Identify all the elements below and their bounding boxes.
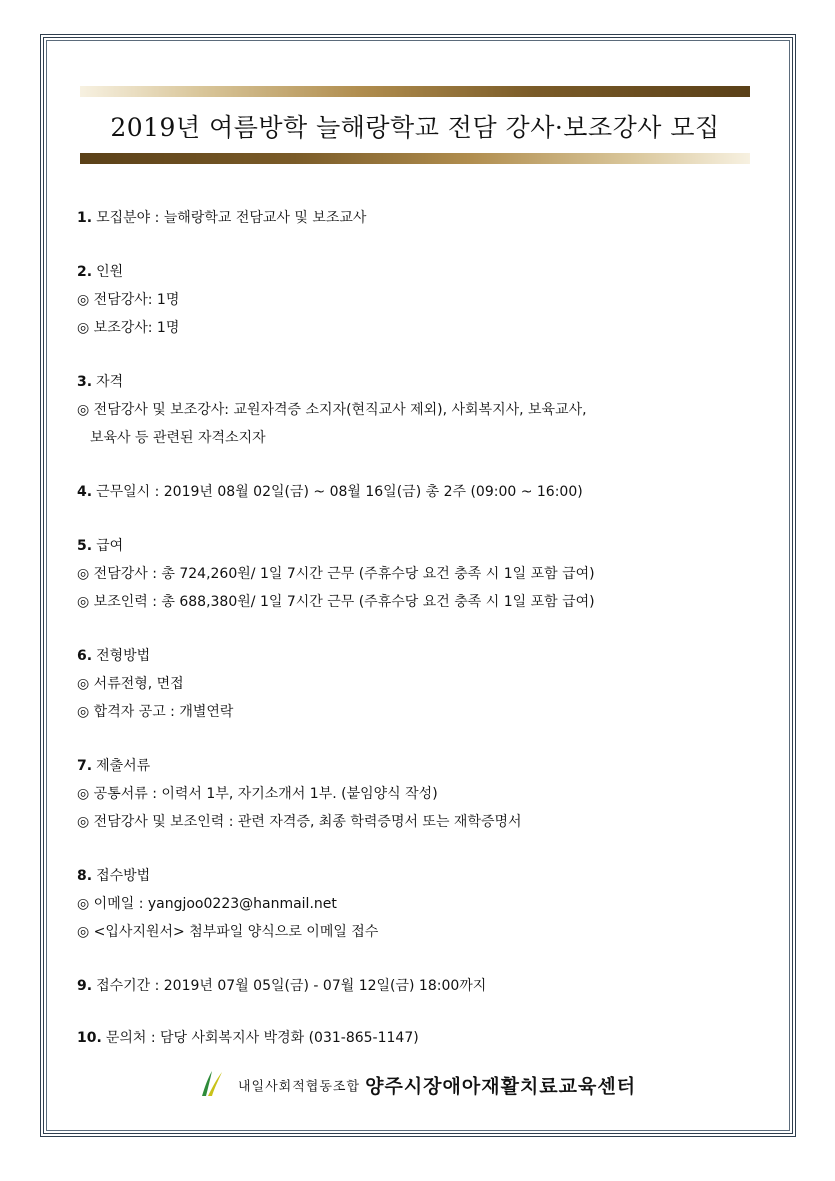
list-item: ◎ 전담강사 및 보조강사: 교원자격증 소지자(현직교사 제외), 사회복지사, 보육교사, [77,402,587,418]
swoosh-logo-icon [199,1068,225,1102]
list-item: ◎ 전담강사 : 총 724,260원/ 1일 7시간 근무 (주휴수당 요건 충족 시 1일 포함 급여) [77,566,595,582]
section-number: 6. [77,648,93,664]
section-number: 4. [77,484,93,500]
section-number: 5. [77,538,93,554]
section-heading: 접수기간 : 2019년 07월 05일(금) - 07월 12일(금) 18:00까지 [96,978,487,994]
list-item: ◎ <입사지원서> 첨부파일 양식으로 이메일 접수 [77,924,379,940]
section-selection-method [77,642,767,726]
list-item: ◎ 합격자 공고 : 개별연락 [77,704,234,720]
section-number: 2. [77,264,93,280]
section-heading: 문의처 : 담당 사회복지사 박경화 (031-865-1147) [105,1030,419,1046]
section-headcount [77,258,767,342]
section-documents [77,752,767,836]
section-heading: 전형방법 [96,648,151,664]
section-heading: 모집분야 : 늘해랑학교 전담교사 및 보조교사 [96,210,367,226]
title-bar-top [80,86,750,97]
section-number: 8. [77,868,93,884]
section-salary [77,532,767,616]
section-heading: 접수방법 [96,868,151,884]
page-title: 2019년 여름방학 늘해랑학교 전담 강사·보조강사 모집 [110,113,720,142]
section-qualification [77,368,767,452]
section-number: 9. [77,978,93,994]
list-item: ◎ 전담강사: 1명 [77,292,180,308]
email-item: ◎ 이메일 : yangjoo0223@hanmail.net [77,896,337,912]
section-heading: 자격 [96,374,124,390]
section-number: 1. [77,210,93,226]
list-item: ◎ 보조강사: 1명 [77,320,180,336]
list-item: ◎ 전담강사 및 보조인력 : 관련 자격증, 최종 학력증명서 또는 재학증명서 [77,814,522,830]
section-application-method [77,862,767,946]
title-bar-bottom [80,153,750,164]
section-contact [77,1024,767,1052]
section-number: 7. [77,758,93,774]
section-heading: 인원 [96,264,124,280]
section-heading: 급여 [96,538,124,554]
list-item: ◎ 보조인력 : 총 688,380원/ 1일 7시간 근무 (주휴수당 요건 충족 시 1일 포함 급여) [77,594,595,610]
list-item: ◎ 서류전형, 면접 [77,676,184,692]
list-item-continuation: 보육사 등 관련된 자격소지자 [90,430,266,446]
list-item: ◎ 공통서류 : 이력서 1부, 자기소개서 1부. (붙임양식 작성) [77,786,438,802]
section-recruit-field [77,204,767,232]
organization-footer [0,1068,835,1102]
section-number: 3. [77,374,93,390]
content [77,204,767,1078]
section-work-period [77,478,767,506]
section-application-period [77,972,767,1000]
center-name: 양주시장애아재활치료교육센터 [365,1075,637,1098]
section-heading: 제출서류 [96,758,151,774]
cooperative-name: 내일사회적협동조합 [238,1079,361,1095]
section-number: 10. [77,1030,102,1046]
section-heading: 근무일시 : 2019년 08월 02일(금) ~ 08월 16일(금) 총 2주 (09:00 ~ 16:00) [96,484,583,500]
